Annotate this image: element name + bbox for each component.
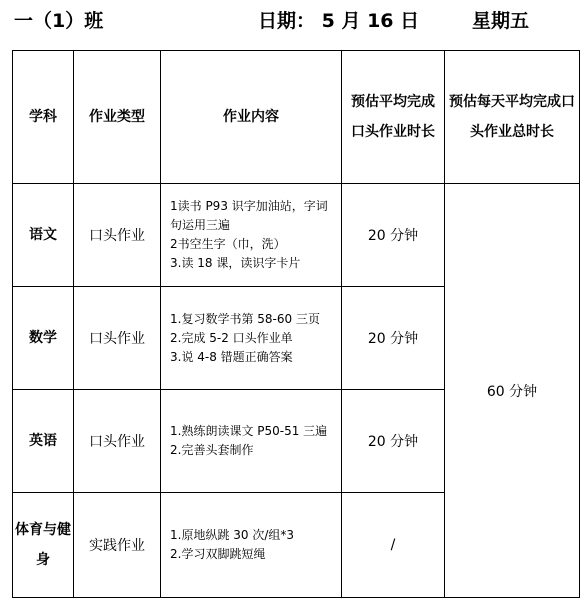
daily-total-value: 60 分钟 (486, 383, 538, 400)
content-line: 3.读 18 课，读识字卡片 (170, 256, 301, 270)
type-cell: 实践作业 (74, 493, 161, 598)
content-line: 2.学习双脚跳短绳 (170, 547, 266, 561)
content-cell (161, 390, 342, 493)
col-header-avg-time: 预估平均完成口头作业时长 (342, 51, 445, 184)
content-cell (161, 287, 342, 390)
col-header-subject: 学科 (13, 51, 74, 184)
type-cell: 口头作业 (74, 287, 161, 390)
type-cell: 口头作业 (74, 184, 161, 287)
content-line: 2书空生字（巾，洗） (170, 237, 286, 251)
content-line: 1.熟练朗读课文 P50-51 三遍 (170, 424, 328, 438)
duration-cell: 20 分钟 (342, 184, 445, 287)
content-line: 2.完成 5-2 口头作业单 (170, 330, 293, 345)
content-line: 1.原地纵跳 30 次/组*3 (170, 528, 295, 542)
class-name: 一（1）班 (14, 10, 104, 32)
subject-cell: 数学 (13, 287, 74, 390)
date-label: 日期： 5 月 16 日 (258, 10, 420, 32)
content-line: 1.复习数学书第 58-60 三页 (170, 311, 320, 326)
content-line: 3.说 4-8 错题正确答案 (170, 349, 293, 364)
subject-cell: 语文 (13, 184, 74, 287)
table-row (13, 184, 580, 287)
header (0, 6, 588, 34)
weekday-label: 星期五 (472, 10, 530, 32)
subject-cell: 英语 (13, 390, 74, 493)
subject-cell: 体育与健身 (13, 493, 74, 598)
duration-cell: / (342, 493, 445, 598)
duration-cell: 20 分钟 (342, 287, 445, 390)
col-header-daily-total: 预估每天平均完成口头作业总时长 (445, 51, 580, 184)
content-cell (161, 493, 342, 598)
content-line: 1读书 P93 识字加油站，字词句运用三遍 (170, 199, 328, 232)
duration-cell: 20 分钟 (342, 390, 445, 493)
homework-table (12, 50, 580, 598)
col-header-content: 作业内容 (161, 51, 342, 184)
daily-total-cell (445, 184, 580, 598)
content-cell (161, 184, 342, 287)
type-cell: 口头作业 (74, 390, 161, 493)
content-line: 2.完善头套制作 (170, 443, 254, 457)
table-header-row (13, 51, 580, 184)
col-header-type: 作业类型 (74, 51, 161, 184)
